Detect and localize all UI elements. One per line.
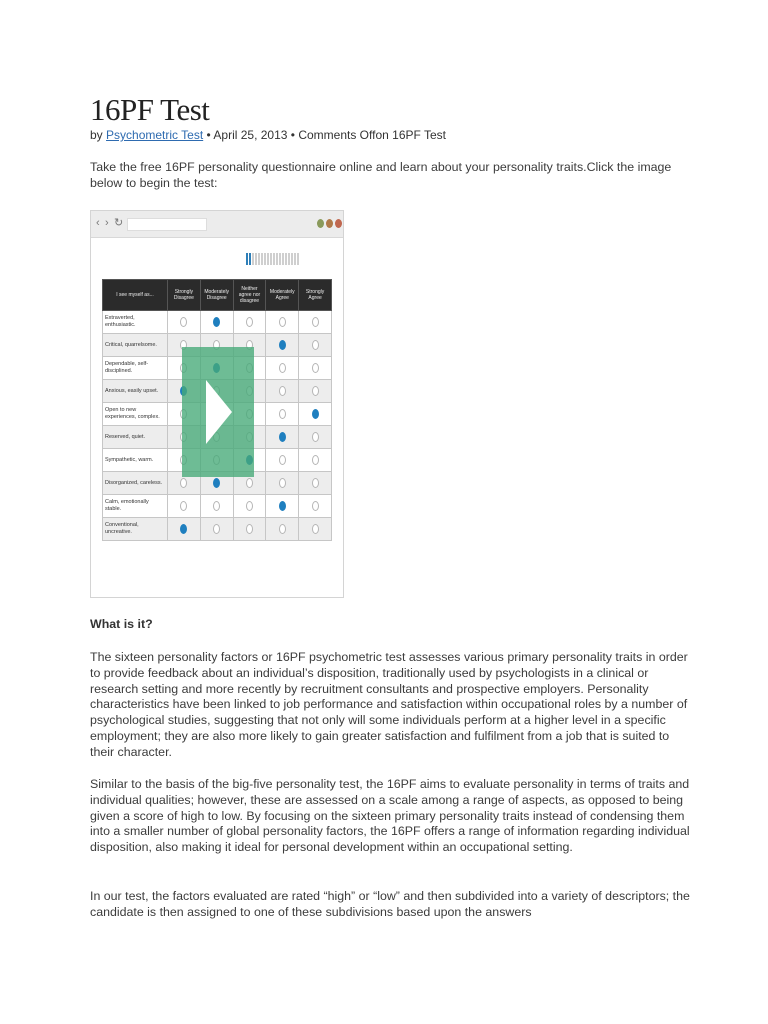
progress-segment [279,253,281,265]
test-start-image[interactable] [90,210,344,598]
byline [90,128,446,142]
post-meta: • April 25, 2013 • Comments Offon 16PF Test [206,128,446,142]
progress-segment [297,253,299,265]
grid-cell [266,426,299,449]
statement-label: Disorganized, careless. [103,472,168,495]
grid-header-cell: Neither agree nor disagree [233,280,266,311]
progress-segment [291,253,293,265]
statement-label: Calm, emotionally stable. [103,495,168,518]
forward-icon: › [105,217,109,229]
radio-option[interactable] [279,386,286,396]
paragraph-1: The sixteen personality factors or 16PF psychometric test assesses various primary personality traits in order to provide feedback about an individual’s disposition, traditionally used by psychologists in a clinical or research setting and more recently by recruitment consultants and prospective employers. Personality characteristics have been linked to job performance and satisfaction within occupational roles by a number of psychological studies, suggesting that not only will some individuals perform at a higher level in a specific employment; they are also more likely to gain greater satisfaction and fulfilment from a job that is suited to their character. [90,650,688,759]
grid-cell [266,380,299,403]
progress-segment [249,253,251,265]
grid-cell [299,403,332,426]
radio-option[interactable] [180,317,187,327]
grid-cell [266,495,299,518]
radio-option[interactable] [213,524,220,534]
radio-option[interactable] [312,317,319,327]
radio-option[interactable] [312,363,319,373]
progress-segment [282,253,284,265]
grid-cell [200,518,233,541]
section-heading: What is it? [90,617,153,631]
statement-label: Extraverted, enthusiastic. [103,311,168,334]
grid-cell [266,518,299,541]
address-bar [127,218,207,231]
radio-option[interactable] [279,409,286,419]
radio-option[interactable] [180,478,187,488]
grid-cell [200,311,233,334]
grid-cell [233,518,266,541]
radio-option[interactable] [246,317,253,327]
grid-cell [233,311,266,334]
back-icon: ‹ [96,217,100,229]
grid-cell [266,449,299,472]
radio-option[interactable] [213,317,220,327]
radio-option[interactable] [279,524,286,534]
grid-cell [299,426,332,449]
radio-option[interactable] [312,386,319,396]
test-progress-bar [246,253,299,265]
progress-segment [255,253,257,265]
grid-header-row [103,280,332,311]
statement-label: Open to new experiences, complex. [103,403,168,426]
grid-row [103,311,332,334]
grid-cell [299,449,332,472]
grid-header-cell: Strongly Agree [299,280,332,311]
statement-label: Anxious, easily upset. [103,380,168,403]
radio-option[interactable] [279,363,286,373]
progress-segment [285,253,287,265]
grid-cell [168,518,201,541]
radio-option[interactable] [246,501,253,511]
radio-option[interactable] [279,432,286,442]
radio-option[interactable] [279,478,286,488]
grid-cell [200,495,233,518]
radio-option[interactable] [312,340,319,350]
progress-segment [252,253,254,265]
progress-segment [270,253,272,265]
radio-option[interactable] [312,432,319,442]
grid-cell [266,403,299,426]
grid-cell [299,334,332,357]
grid-cell [233,495,266,518]
grid-cell [299,518,332,541]
progress-segment [264,253,266,265]
page-title: 16PF Test [90,92,210,127]
window-dot-icon [335,219,342,228]
grid-cell [299,380,332,403]
progress-segment [276,253,278,265]
radio-option[interactable] [213,501,220,511]
statement-label: Critical, quarrelsome. [103,334,168,357]
grid-cell [299,472,332,495]
radio-option[interactable] [180,501,187,511]
statement-label: Reserved, quiet. [103,426,168,449]
grid-row [103,495,332,518]
byline-prefix: by [90,128,103,142]
paragraph-3: In our test, the factors evaluated are rated “high” or “low” and then subdivided into a variety of descriptors; the candidate is then assigned to one of these subdivisions based upon the answers [90,889,690,919]
grid-header-cell: Moderately Agree [266,280,299,311]
grid-cell [266,311,299,334]
grid-cell [168,311,201,334]
statement-label: Sympathetic, warm. [103,449,168,472]
radio-option[interactable] [246,478,253,488]
statement-label: Dependable, self-disciplined. [103,357,168,380]
grid-cell [266,472,299,495]
progress-segment [273,253,275,265]
radio-option[interactable] [312,524,319,534]
grid-header-cell: Strongly Disagree [168,280,201,311]
grid-row [103,518,332,541]
play-icon [182,347,254,477]
grid-cell [299,495,332,518]
radio-option[interactable] [312,501,319,511]
play-button[interactable] [182,347,254,477]
window-dot-icon [326,219,333,228]
radio-option[interactable] [180,524,187,534]
grid-cell [168,495,201,518]
progress-segment [261,253,263,265]
radio-option[interactable] [279,317,286,327]
author-link[interactable]: Psychometric Test [106,128,204,142]
statement-label: Conventional, uncreative. [103,518,168,541]
intro-paragraph: Take the free 16PF personality questionnaire online and learn about your personality traits.Click the image below to begin the test: [90,160,672,190]
browser-toolbar [91,211,343,238]
progress-segment [267,253,269,265]
radio-option[interactable] [312,478,319,488]
progress-segment [258,253,260,265]
grid-cell [266,334,299,357]
radio-option[interactable] [312,409,319,419]
grid-header-cell: I see myself as... [103,280,168,311]
grid-cell [299,357,332,380]
radio-option[interactable] [279,501,286,511]
radio-option[interactable] [213,478,220,488]
grid-cell [266,357,299,380]
radio-option[interactable] [246,524,253,534]
reload-icon: ↻ [114,217,124,229]
progress-segment [246,253,248,265]
window-dot-icon [317,219,324,228]
radio-option[interactable] [279,340,286,350]
radio-option[interactable] [312,455,319,465]
grid-cell [299,311,332,334]
progress-segment [288,253,290,265]
progress-segment [294,253,296,265]
radio-option[interactable] [279,455,286,465]
grid-header-cell: Moderately Disagree [200,280,233,311]
paragraph-2: Similar to the basis of the big-five personality test, the 16PF aims to evaluate personality in terms of traits and individual qualities; however, these are assessed on a scale among a range of aspects, as opposed to being given a score of high to low. By focusing on the sixteen primary personality traits instead of condensing them into a smaller number of global personality factors, the 16PF offers a range of information regarding individual disposition, also making it ideal for personal development within an occupational setting. [90,777,690,855]
